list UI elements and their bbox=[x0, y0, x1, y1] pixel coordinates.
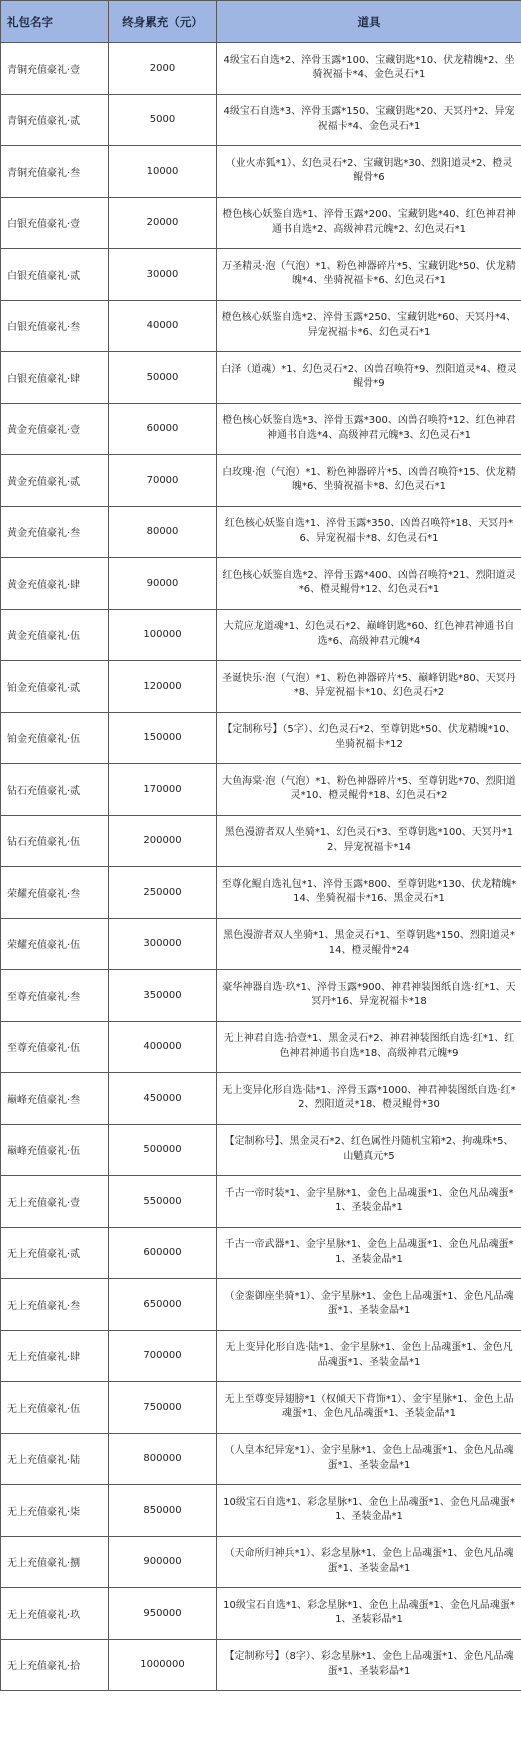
lifetime-recharge-cell: 200000 bbox=[109, 815, 217, 867]
items-cell: 橙色核心妖鉴自选*2、淬骨玉露*250、宝藏钥匙*60、天冥丹*4、异宠祝福卡*6、幻色灵石*1 bbox=[217, 300, 521, 352]
lifetime-recharge-cell: 50000 bbox=[109, 352, 217, 404]
table-row bbox=[1, 815, 521, 867]
table-row bbox=[1, 609, 521, 661]
package-name-cell: 铂金充值豪礼·伍 bbox=[1, 712, 109, 764]
lifetime-recharge-cell: 40000 bbox=[109, 300, 217, 352]
package-name-cell: 钻石充值豪礼·伍 bbox=[1, 815, 109, 867]
table-row bbox=[1, 558, 521, 610]
items-cell: 黑色漫游者双人坐骑*1、幻色灵石*3、至尊钥匙*100、天冥丹*12、异宠祝福卡*14 bbox=[217, 815, 521, 867]
package-name-cell: 无上充值豪礼·贰 bbox=[1, 1227, 109, 1279]
items-cell: 千古一帝时装*1、金宇星脉*1、金色上品魂蛋*1、金色凡品魂蛋*1、圣装金晶*1 bbox=[217, 1176, 521, 1228]
table-row bbox=[1, 918, 521, 970]
items-cell: 无上神君自选·拾壹*1、黑金灵石*2、神君神装图纸自选·红*1、红色神君神通书自选*18、高级神君元魄*9 bbox=[217, 1021, 521, 1073]
items-cell: 红色核心妖鉴自选*1、淬骨玉露*350、凶兽召唤符*18、天冥丹*6、异宠祝福卡*8、幻色灵石*1 bbox=[217, 506, 521, 558]
table-row bbox=[1, 867, 521, 919]
lifetime-recharge-cell: 650000 bbox=[109, 1279, 217, 1331]
lifetime-recharge-cell: 850000 bbox=[109, 1485, 217, 1537]
lifetime-recharge-cell: 600000 bbox=[109, 1227, 217, 1279]
items-cell: 10级宝石自选*1、彩念星脉*1、金色上品魂蛋*1、金色凡品魂蛋*1、圣装彩晶*1 bbox=[217, 1588, 521, 1640]
package-name-cell: 黄金充值豪礼·肆 bbox=[1, 558, 109, 610]
table-row bbox=[1, 146, 521, 198]
table-row bbox=[1, 1330, 521, 1382]
table-row bbox=[1, 1279, 521, 1331]
table-row bbox=[1, 1021, 521, 1073]
table-row bbox=[1, 94, 521, 146]
lifetime-recharge-cell: 100000 bbox=[109, 609, 217, 661]
table-header bbox=[1, 1, 521, 43]
package-name-cell: 钻石充值豪礼·贰 bbox=[1, 764, 109, 816]
items-cell: 无上至尊变异翅膀*1（权倾天下背饰*1）、金宇星脉*1、金色上品魂蛋*1、金色凡品魂蛋*1、圣装金晶*1 bbox=[217, 1382, 521, 1434]
package-name-cell: 无上充值豪礼·叁 bbox=[1, 1279, 109, 1331]
package-name-cell: 巅峰充值豪礼·叁 bbox=[1, 1073, 109, 1125]
lifetime-recharge-cell: 90000 bbox=[109, 558, 217, 610]
package-name-cell: 无上充值豪礼·伍 bbox=[1, 1382, 109, 1434]
lifetime-recharge-cell: 150000 bbox=[109, 712, 217, 764]
table-row bbox=[1, 506, 521, 558]
table-row bbox=[1, 1382, 521, 1434]
table-row bbox=[1, 1485, 521, 1537]
package-name-cell: 至尊充值豪礼·叁 bbox=[1, 970, 109, 1022]
package-name-cell: 白银充值豪礼·贰 bbox=[1, 249, 109, 301]
lifetime-recharge-cell: 300000 bbox=[109, 918, 217, 970]
package-name-cell: 无上充值豪礼·柒 bbox=[1, 1485, 109, 1537]
lifetime-recharge-cell: 250000 bbox=[109, 867, 217, 919]
lifetime-recharge-cell: 2000 bbox=[109, 43, 217, 95]
package-name-cell: 黄金充值豪礼·伍 bbox=[1, 609, 109, 661]
table-row bbox=[1, 1073, 521, 1125]
lifetime-recharge-cell: 750000 bbox=[109, 1382, 217, 1434]
package-name-cell: 无上充值豪礼·捌 bbox=[1, 1536, 109, 1588]
package-name-cell: 黄金充值豪礼·贰 bbox=[1, 455, 109, 507]
package-name-cell: 白银充值豪礼·叁 bbox=[1, 300, 109, 352]
items-cell: 白玫瑰·泡（气泡）*1、粉色神器碎片*5、凶兽召唤符*15、伏龙精魄*6、坐骑祝福卡*8、幻色灵石*1 bbox=[217, 455, 521, 507]
table-row bbox=[1, 1124, 521, 1176]
package-name-cell: 青铜充值豪礼·叁 bbox=[1, 146, 109, 198]
items-cell: 圣诞快乐·泡（气泡）*1、粉色神器碎片*5、巅峰钥匙*80、天冥丹*8、异宠祝福卡*10、幻色灵石*2 bbox=[217, 661, 521, 713]
package-name-cell: 荣耀充值豪礼·叁 bbox=[1, 867, 109, 919]
items-cell: 橙色核心妖鉴自选*1、淬骨玉露*200、宝藏钥匙*40、红色神君神通书自选*2、高级神君元魄*2、幻色灵石*1 bbox=[217, 197, 521, 249]
table-body bbox=[1, 43, 521, 1691]
table-row bbox=[1, 352, 521, 404]
package-name-cell: 荣耀充值豪礼·伍 bbox=[1, 918, 109, 970]
lifetime-recharge-cell: 400000 bbox=[109, 1021, 217, 1073]
table-row bbox=[1, 1433, 521, 1485]
package-name-cell: 巅峰充值豪礼·伍 bbox=[1, 1124, 109, 1176]
header-items: 道具 bbox=[217, 1, 521, 43]
table-row bbox=[1, 1536, 521, 1588]
table-row bbox=[1, 455, 521, 507]
header-lifetime-recharge: 终身累充（元） bbox=[109, 1, 217, 43]
items-cell: 豪华神器自选·玖*1、淬骨玉露*900、神君神装图纸自选·红*1、天冥丹*16、异宠祝福卡*18 bbox=[217, 970, 521, 1022]
package-name-cell: 无上充值豪礼·拾 bbox=[1, 1639, 109, 1691]
items-cell: 4级宝石自选*2、淬骨玉露*100、宝藏钥匙*10、伏龙精魄*2、坐骑祝福卡*4、金色灵石*1 bbox=[217, 43, 521, 95]
table-row bbox=[1, 1227, 521, 1279]
table-row bbox=[1, 1588, 521, 1640]
items-cell: 红色核心妖鉴自选*2、淬骨玉露*400、凶兽召唤符*21、烈阳道灵*6、橙灵鲲骨*12、幻色灵石*1 bbox=[217, 558, 521, 610]
items-cell: （天命所归神兵*1）、彩念星脉*1、金色上品魂蛋*1、金色凡品魂蛋*1、圣装金晶*1 bbox=[217, 1536, 521, 1588]
table-row bbox=[1, 43, 521, 95]
lifetime-recharge-cell: 80000 bbox=[109, 506, 217, 558]
package-name-cell: 无上充值豪礼·壹 bbox=[1, 1176, 109, 1228]
items-cell: 白泽（道魂）*1、幻色灵石*2、凶兽召唤符*9、烈阳道灵*4、橙灵鲲骨*9 bbox=[217, 352, 521, 404]
lifetime-recharge-cell: 950000 bbox=[109, 1588, 217, 1640]
package-name-cell: 至尊充值豪礼·伍 bbox=[1, 1021, 109, 1073]
items-cell: 【定制称号】、黑金灵石*2、红色属性丹随机宝箱*2、拘魂珠*5、山魈真元*5 bbox=[217, 1124, 521, 1176]
table-row bbox=[1, 764, 521, 816]
table-row bbox=[1, 970, 521, 1022]
lifetime-recharge-cell: 550000 bbox=[109, 1176, 217, 1228]
items-cell: 10级宝石自选*1、彩念星脉*1、金色上品魂蛋*1、金色凡品魂蛋*1、圣装金晶*1 bbox=[217, 1485, 521, 1537]
lifetime-recharge-cell: 1000000 bbox=[109, 1639, 217, 1691]
lifetime-recharge-cell: 70000 bbox=[109, 455, 217, 507]
package-name-cell: 无上充值豪礼·陆 bbox=[1, 1433, 109, 1485]
package-name-cell: 白银充值豪礼·壹 bbox=[1, 197, 109, 249]
lifetime-recharge-cell: 350000 bbox=[109, 970, 217, 1022]
lifetime-recharge-cell: 120000 bbox=[109, 661, 217, 713]
lifetime-recharge-cell: 60000 bbox=[109, 403, 217, 455]
package-name-cell: 无上充值豪礼·肆 bbox=[1, 1330, 109, 1382]
package-name-cell: 铂金充值豪礼·贰 bbox=[1, 661, 109, 713]
table-row bbox=[1, 403, 521, 455]
items-cell: 大荒应龙道魂*1、幻色灵石*2、巅峰钥匙*60、红色神君神通书自选*6、高级神君元魄*4 bbox=[217, 609, 521, 661]
items-cell: 千古一帝武器*1、金宇星脉*1、金色上品魂蛋*1、金色凡品魂蛋*1、圣装金晶*1 bbox=[217, 1227, 521, 1279]
items-cell: 万圣精灵·泡（气泡）*1、粉色神器碎片*5、宝藏钥匙*50、伏龙精魄*4、坐骑祝福卡*6、幻色灵石*1 bbox=[217, 249, 521, 301]
items-cell: 至尊化鲲自选礼包*1、淬骨玉露*800、至尊钥匙*130、伏龙精魄*14、坐骑祝福卡*16、黑金灵石*1 bbox=[217, 867, 521, 919]
lifetime-recharge-cell: 170000 bbox=[109, 764, 217, 816]
package-name-cell: 青铜充值豪礼·贰 bbox=[1, 94, 109, 146]
table-row bbox=[1, 1176, 521, 1228]
package-name-cell: 黄金充值豪礼·壹 bbox=[1, 403, 109, 455]
table-row bbox=[1, 300, 521, 352]
lifetime-recharge-cell: 800000 bbox=[109, 1433, 217, 1485]
lifetime-recharge-cell: 20000 bbox=[109, 197, 217, 249]
items-cell: 橙色核心妖鉴自选*3、淬骨玉露*300、凶兽召唤符*12、红色神君神通书自选*4、高级神君元魄*3、幻色灵石*1 bbox=[217, 403, 521, 455]
lifetime-recharge-cell: 900000 bbox=[109, 1536, 217, 1588]
package-name-cell: 白银充值豪礼·肆 bbox=[1, 352, 109, 404]
package-name-cell: 黄金充值豪礼·叁 bbox=[1, 506, 109, 558]
lifetime-recharge-cell: 30000 bbox=[109, 249, 217, 301]
lifetime-recharge-cell: 450000 bbox=[109, 1073, 217, 1125]
items-cell: 【定制称号】（5字）、幻色灵石*2、至尊钥匙*50、伏龙精魄*10、坐骑祝福卡*12 bbox=[217, 712, 521, 764]
table-row bbox=[1, 197, 521, 249]
items-cell: （金銮御座坐骑*1）、金宇星脉*1、金色上品魂蛋*1、金色凡品魂蛋*1、圣装金晶*1 bbox=[217, 1279, 521, 1331]
header-package-name: 礼包名字 bbox=[1, 1, 109, 43]
items-cell: 大鱼海棠·泡（气泡）*1、粉色神器碎片*5、至尊钥匙*70、烈阳道灵*10、橙灵鲲骨*18、幻色灵石*2 bbox=[217, 764, 521, 816]
package-name-cell: 青铜充值豪礼·壹 bbox=[1, 43, 109, 95]
header-row bbox=[1, 1, 521, 43]
lifetime-recharge-cell: 700000 bbox=[109, 1330, 217, 1382]
package-name-cell: 无上充值豪礼·玖 bbox=[1, 1588, 109, 1640]
items-cell: 无上变异化形自选·陆*1、淬骨玉露*1000、神君神装图纸自选·红*2、烈阳道灵*18、橙灵鲲骨*30 bbox=[217, 1073, 521, 1125]
items-cell: 【定制称号】（8字）、彩念星脉*1、金色上品魂蛋*1、金色凡品魂蛋*1、圣装彩晶*1 bbox=[217, 1639, 521, 1691]
lifetime-recharge-cell: 10000 bbox=[109, 146, 217, 198]
items-cell: （业火赤狐*1）、幻色灵石*2、宝藏钥匙*30、烈阳道灵*2、橙灵鲲骨*6 bbox=[217, 146, 521, 198]
items-cell: （人皇本纪异宠*1）、金宇星脉*1、金色上品魂蛋*1、金色凡品魂蛋*1、圣装金晶*1 bbox=[217, 1433, 521, 1485]
table-row bbox=[1, 712, 521, 764]
lifetime-recharge-cell: 5000 bbox=[109, 94, 217, 146]
items-cell: 无上变异化形自选·陆*1、金宇星脉*1、金色上品魂蛋*1、金色凡品魂蛋*1、圣装金晶*1 bbox=[217, 1330, 521, 1382]
items-cell: 4级宝石自选*3、淬骨玉露*150、宝藏钥匙*20、天冥丹*2、异宠祝福卡*4、金色灵石*1 bbox=[217, 94, 521, 146]
table-row bbox=[1, 249, 521, 301]
table-row bbox=[1, 661, 521, 713]
lifetime-recharge-cell: 500000 bbox=[109, 1124, 217, 1176]
table-row bbox=[1, 1639, 521, 1691]
items-cell: 黑色漫游者双人坐骑*1、黑金灵石*1、至尊钥匙*150、烈阳道灵*14、橙灵鲲骨*24 bbox=[217, 918, 521, 970]
